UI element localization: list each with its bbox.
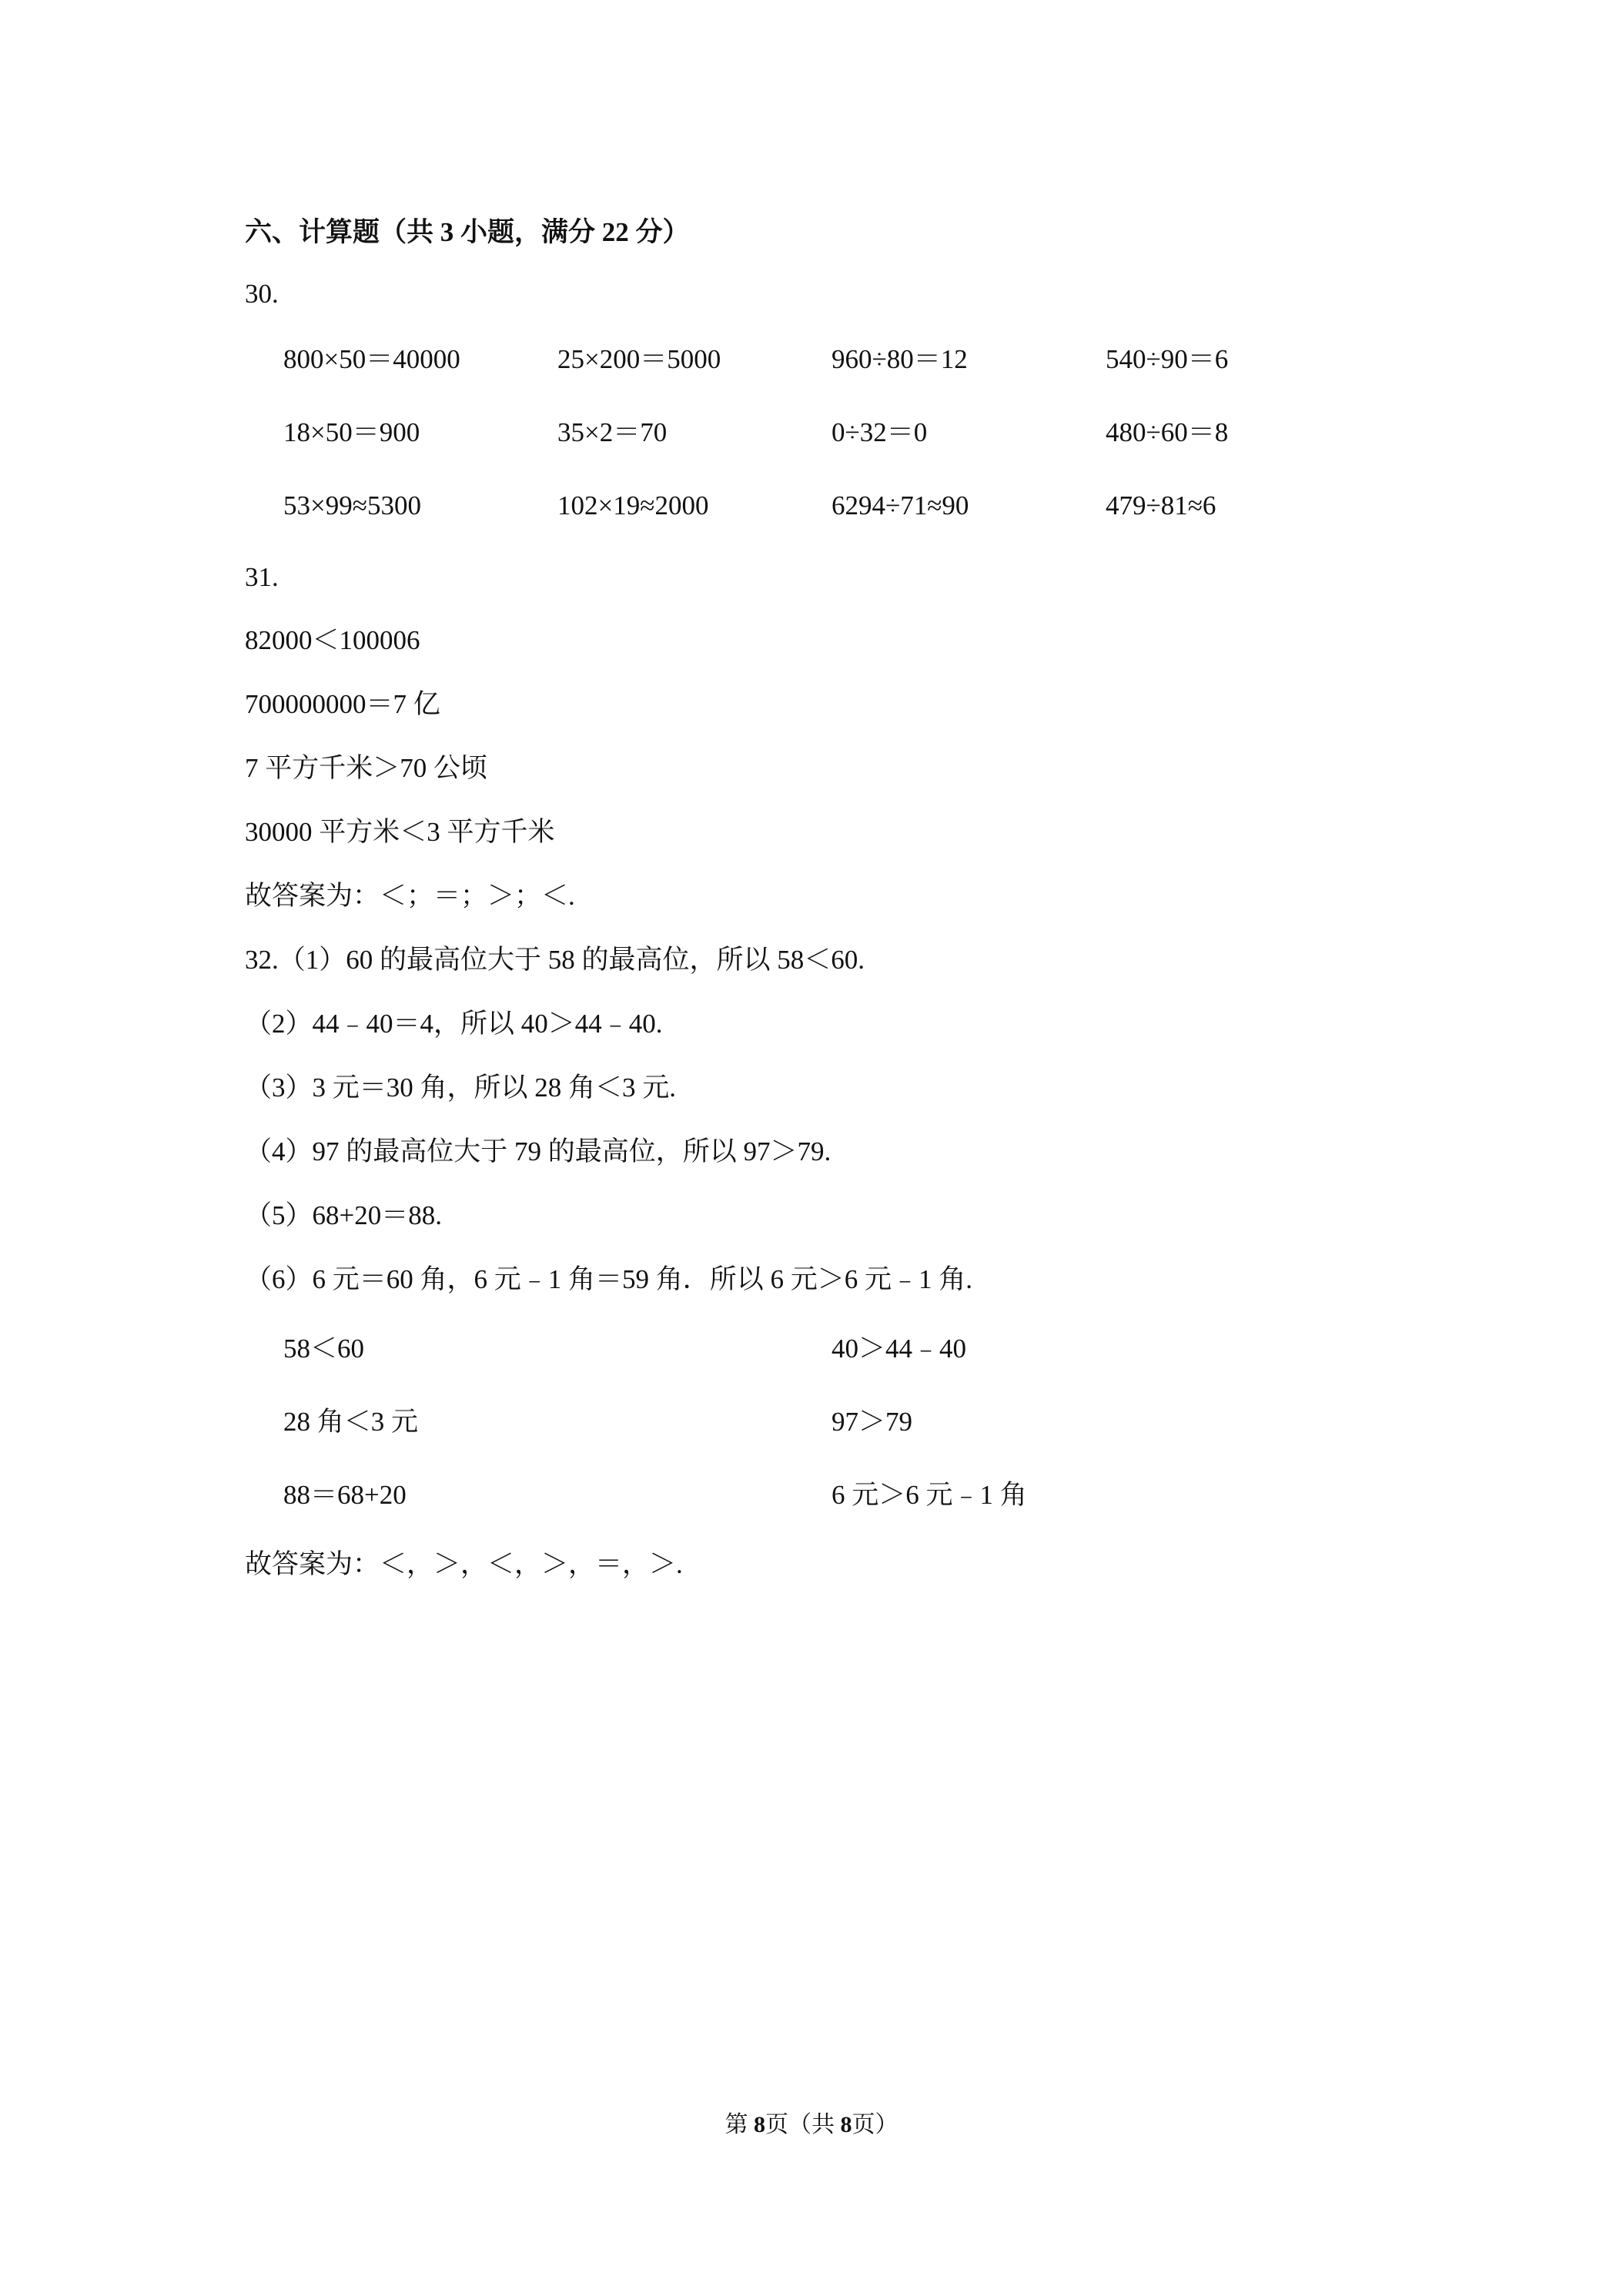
q31-line-3: 7 平方千米＞70 公顷 [245, 753, 488, 783]
q32-result-r2-right: 97＞79 [832, 1407, 913, 1437]
q30-r1-c1: 800×50＝40000 [283, 344, 460, 374]
q30-r3-c3: 6294÷71≈90 [832, 490, 969, 520]
q30-number: 30. [245, 279, 279, 309]
q32-result-r3-right: 6 元＞6 元﹣1 角 [832, 1480, 1027, 1510]
q30-r3-c2: 102×19≈2000 [557, 490, 709, 520]
q32-step-3: （3）3 元＝30 角，所以 28 角＜3 元. [245, 1073, 677, 1103]
footer-total-pages: 8 [840, 2112, 852, 2137]
q31-line-4: 30000 平方米＜3 平方千米 [245, 817, 555, 847]
q31-line-1: 82000＜100006 [245, 625, 420, 655]
q30-r1-c4: 540÷90＝6 [1106, 344, 1229, 374]
q32-step-5: （5）68+20＝88. [245, 1200, 442, 1230]
q30-r3-c1: 53×99≈5300 [283, 490, 421, 520]
q32-result-r1-left: 58＜60 [283, 1334, 365, 1364]
q32-step-6: （6）6 元＝60 角，6 元﹣1 角＝59 角．所以 6 元＞6 元﹣1 角. [245, 1264, 973, 1294]
page-footer [0, 2110, 1623, 2140]
q32-answer: 故答案为：＜，＞，＜，＞，＝，＞. [245, 1549, 683, 1579]
q30-r3-c4: 479÷81≈6 [1106, 490, 1216, 520]
q32-step-1: 32.（1）60 的最高位大于 58 的最高位，所以 58＜60. [245, 945, 865, 975]
q31-line-2: 700000000＝7 亿 [245, 689, 440, 719]
q30-r2-c2: 35×2＝70 [557, 417, 668, 447]
q32-result-r3-left: 88＝68+20 [283, 1480, 407, 1510]
q32-result-r1-right: 40＞44﹣40 [832, 1334, 967, 1364]
footer-middle: 页（共 [765, 2112, 841, 2137]
q31-number: 31. [245, 562, 279, 592]
q30-r2-c1: 18×50＝900 [283, 417, 420, 447]
q30-r1-c2: 25×200＝5000 [557, 344, 721, 374]
footer-suffix: 页） [852, 2112, 899, 2137]
q30-r1-c3: 960÷80＝12 [832, 344, 968, 374]
q30-r2-c4: 480÷60＝8 [1106, 417, 1229, 447]
q32-step-4: （4）97 的最高位大于 79 的最高位，所以 97＞79. [245, 1136, 832, 1166]
q32-result-r2-left: 28 角＜3 元 [283, 1407, 419, 1437]
q32-step-2: （2）44﹣40＝4，所以 40＞44﹣40. [245, 1009, 663, 1039]
q30-r2-c3: 0÷32＝0 [832, 417, 928, 447]
footer-prefix: 第 [724, 2112, 754, 2137]
section-heading: 六、计算题（共 3 小题，满分 22 分） [245, 217, 690, 247]
q31-answer: 故答案为：＜；＝；＞；＜. [245, 881, 575, 911]
footer-page-number: 8 [754, 2112, 765, 2137]
